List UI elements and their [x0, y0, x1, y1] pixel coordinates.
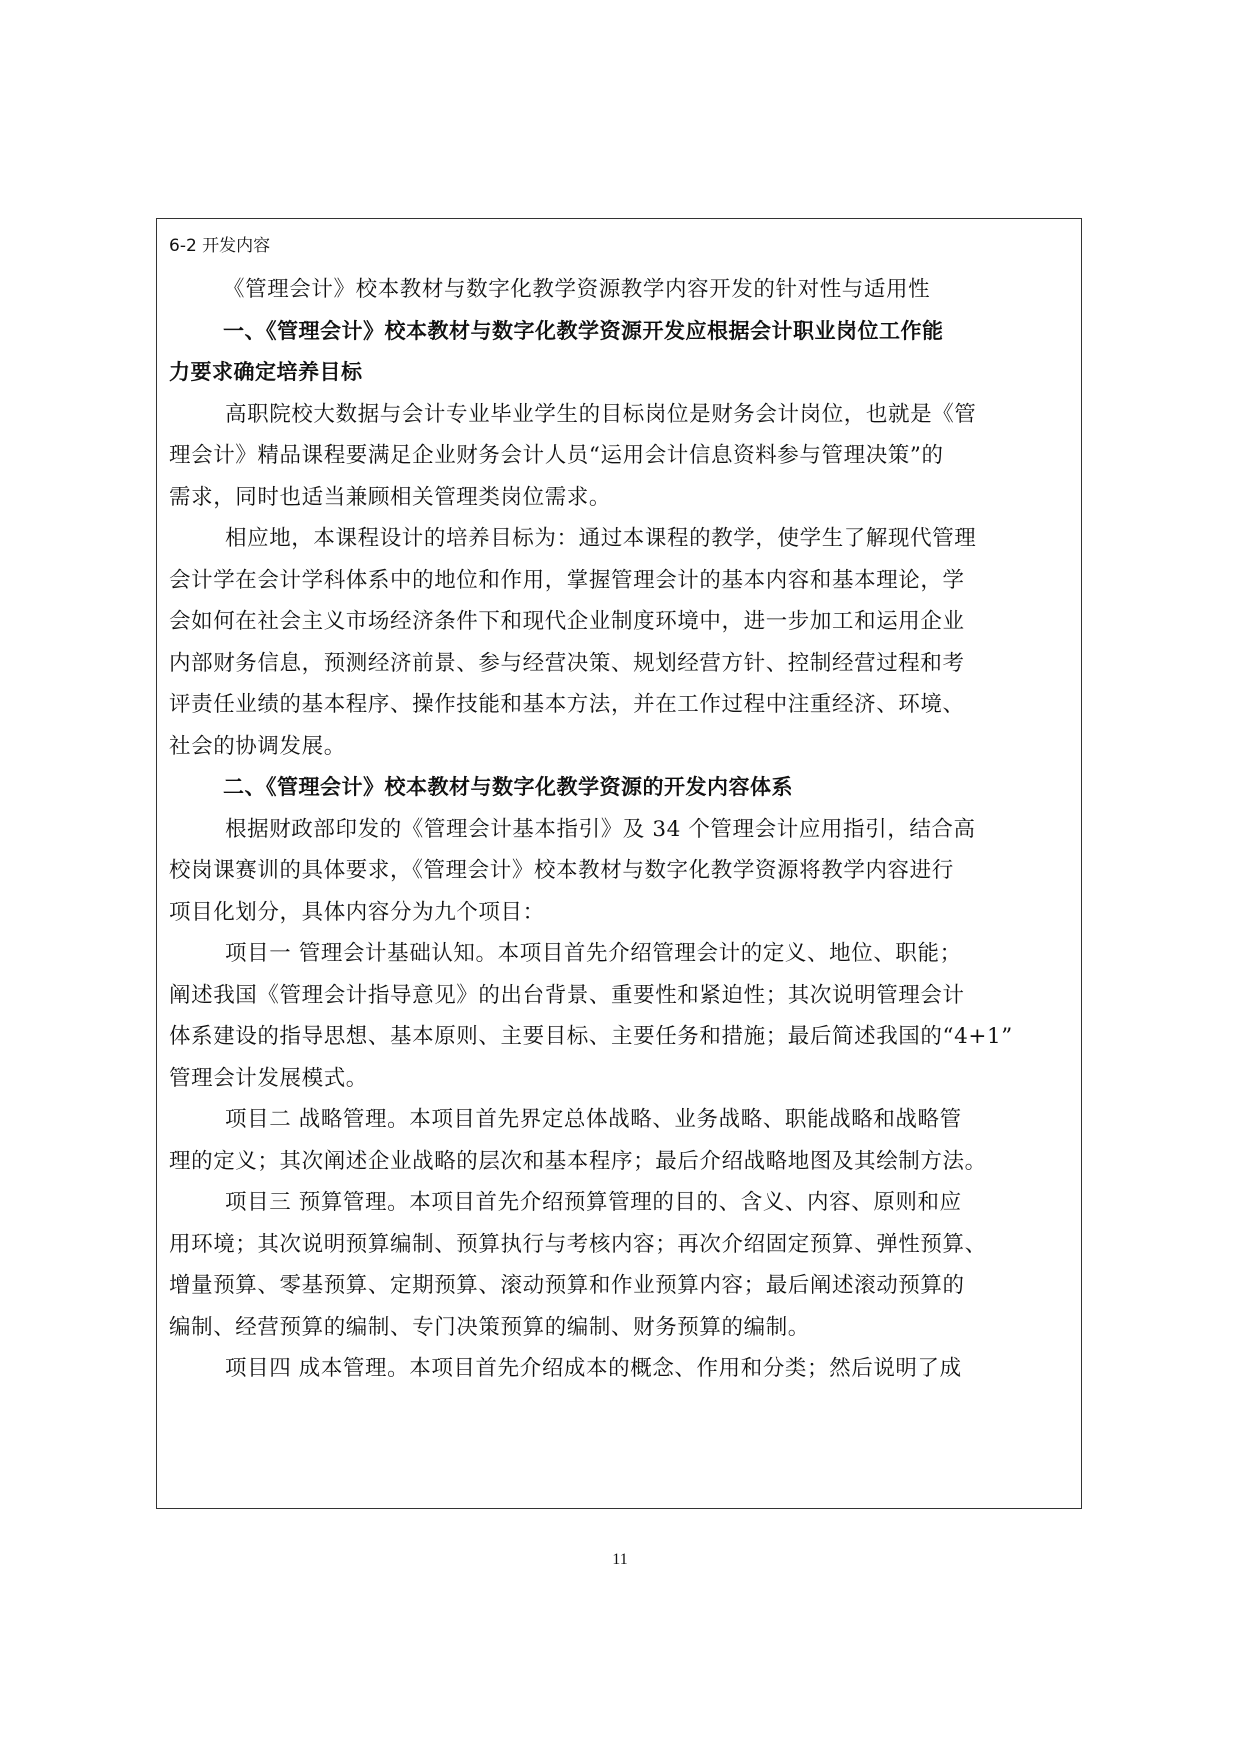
- content-frame: [156, 218, 1082, 1509]
- heading-1-line-1: 一、《管理会计》校本教材与数字化教学资源开发应根据会计职业岗位工作能: [223, 318, 944, 343]
- project-2-line: 理的定义；其次阐述企业战略的层次和基本程序；最后介绍战略地图及其绘制方法。: [169, 1148, 987, 1174]
- paragraph-line: 会计学在会计学科体系中的地位和作用，掌握管理会计的基本内容和基本理论，学: [169, 567, 965, 593]
- paragraph-line: 评责任业绩的基本程序、操作技能和基本方法，并在工作过程中注重经济、环境、: [169, 692, 965, 717]
- paragraph-line: 根据财政部印发的《管理会计基本指引》及 34 个管理会计应用指引，结合高: [225, 816, 976, 842]
- paragraph-line: 社会的协调发展。: [169, 733, 346, 759]
- project-3-line: 用环境；其次说明预算编制、预算执行与考核内容；再次介绍固定预算、弹性预算、: [169, 1231, 987, 1257]
- section-label: 6-2 开发内容: [169, 236, 271, 256]
- project-3-line: 增量预算、零基预算、定期预算、滚动预算和作业预算内容；最后阐述滚动预算的: [169, 1273, 965, 1298]
- heading-1-line-2: 力要求确定培养目标: [169, 360, 363, 384]
- paragraph-line: 理会计》精品课程要满足企业财务会计人员“运用会计信息资料参与管理决策”的: [169, 443, 944, 468]
- project-2-line: 项目二 战略管理。本项目首先界定总体战略、业务战略、职能战略和战略管: [225, 1107, 962, 1132]
- document-subtitle: 《管理会计》校本教材与数字化教学资源教学内容开发的针对性与适用性: [223, 277, 931, 302]
- heading-2: 二、《管理会计》校本教材与数字化教学资源的开发内容体系: [223, 775, 793, 799]
- paragraph-line: 高职院校大数据与会计专业毕业学生的目标岗位是财务会计岗位，也就是《管: [225, 401, 977, 427]
- project-3-line: 编制、经营预算的编制、专门决策预算的编制、财务预算的编制。: [169, 1314, 810, 1340]
- paragraph-line: 内部财务信息，预测经济前景、参与经营决策、规划经营方针、控制经营过程和考: [169, 650, 965, 676]
- project-1-line: 体系建设的指导思想、基本原则、主要目标、主要任务和措施；最后简述我国的“4+1”: [169, 1024, 1013, 1049]
- project-1-line: 项目一 管理会计基础认知。本项目首先介绍管理会计的定义、地位、职能；: [225, 941, 962, 966]
- project-3-line: 项目三 预算管理。本项目首先介绍预算管理的目的、含义、内容、原则和应: [225, 1190, 962, 1215]
- paragraph-line: 项目化划分，具体内容分为九个项目：: [169, 899, 545, 925]
- paragraph-line: 需求，同时也适当兼顾相关管理类岗位需求。: [169, 484, 612, 510]
- page-number: 11: [612, 1551, 628, 1568]
- paragraph-line: 相应地，本课程设计的培养目标为：通过本课程的教学，使学生了解现代管理: [225, 526, 977, 551]
- paragraph-line: 校岗课赛训的具体要求，《管理会计》校本教材与数字化教学资源将教学内容进行: [169, 858, 954, 883]
- project-4-line: 项目四 成本管理。本项目首先介绍成本的概念、作用和分类；然后说明了成: [225, 1356, 962, 1381]
- project-1-line: 管理会计发展模式。: [169, 1065, 368, 1091]
- project-1-line: 阐述我国《管理会计指导意见》的出台背景、重要性和紧迫性；其次说明管理会计: [169, 982, 965, 1008]
- paragraph-line: 会如何在社会主义市场经济条件下和现代企业制度环境中，进一步加工和运用企业: [169, 609, 965, 634]
